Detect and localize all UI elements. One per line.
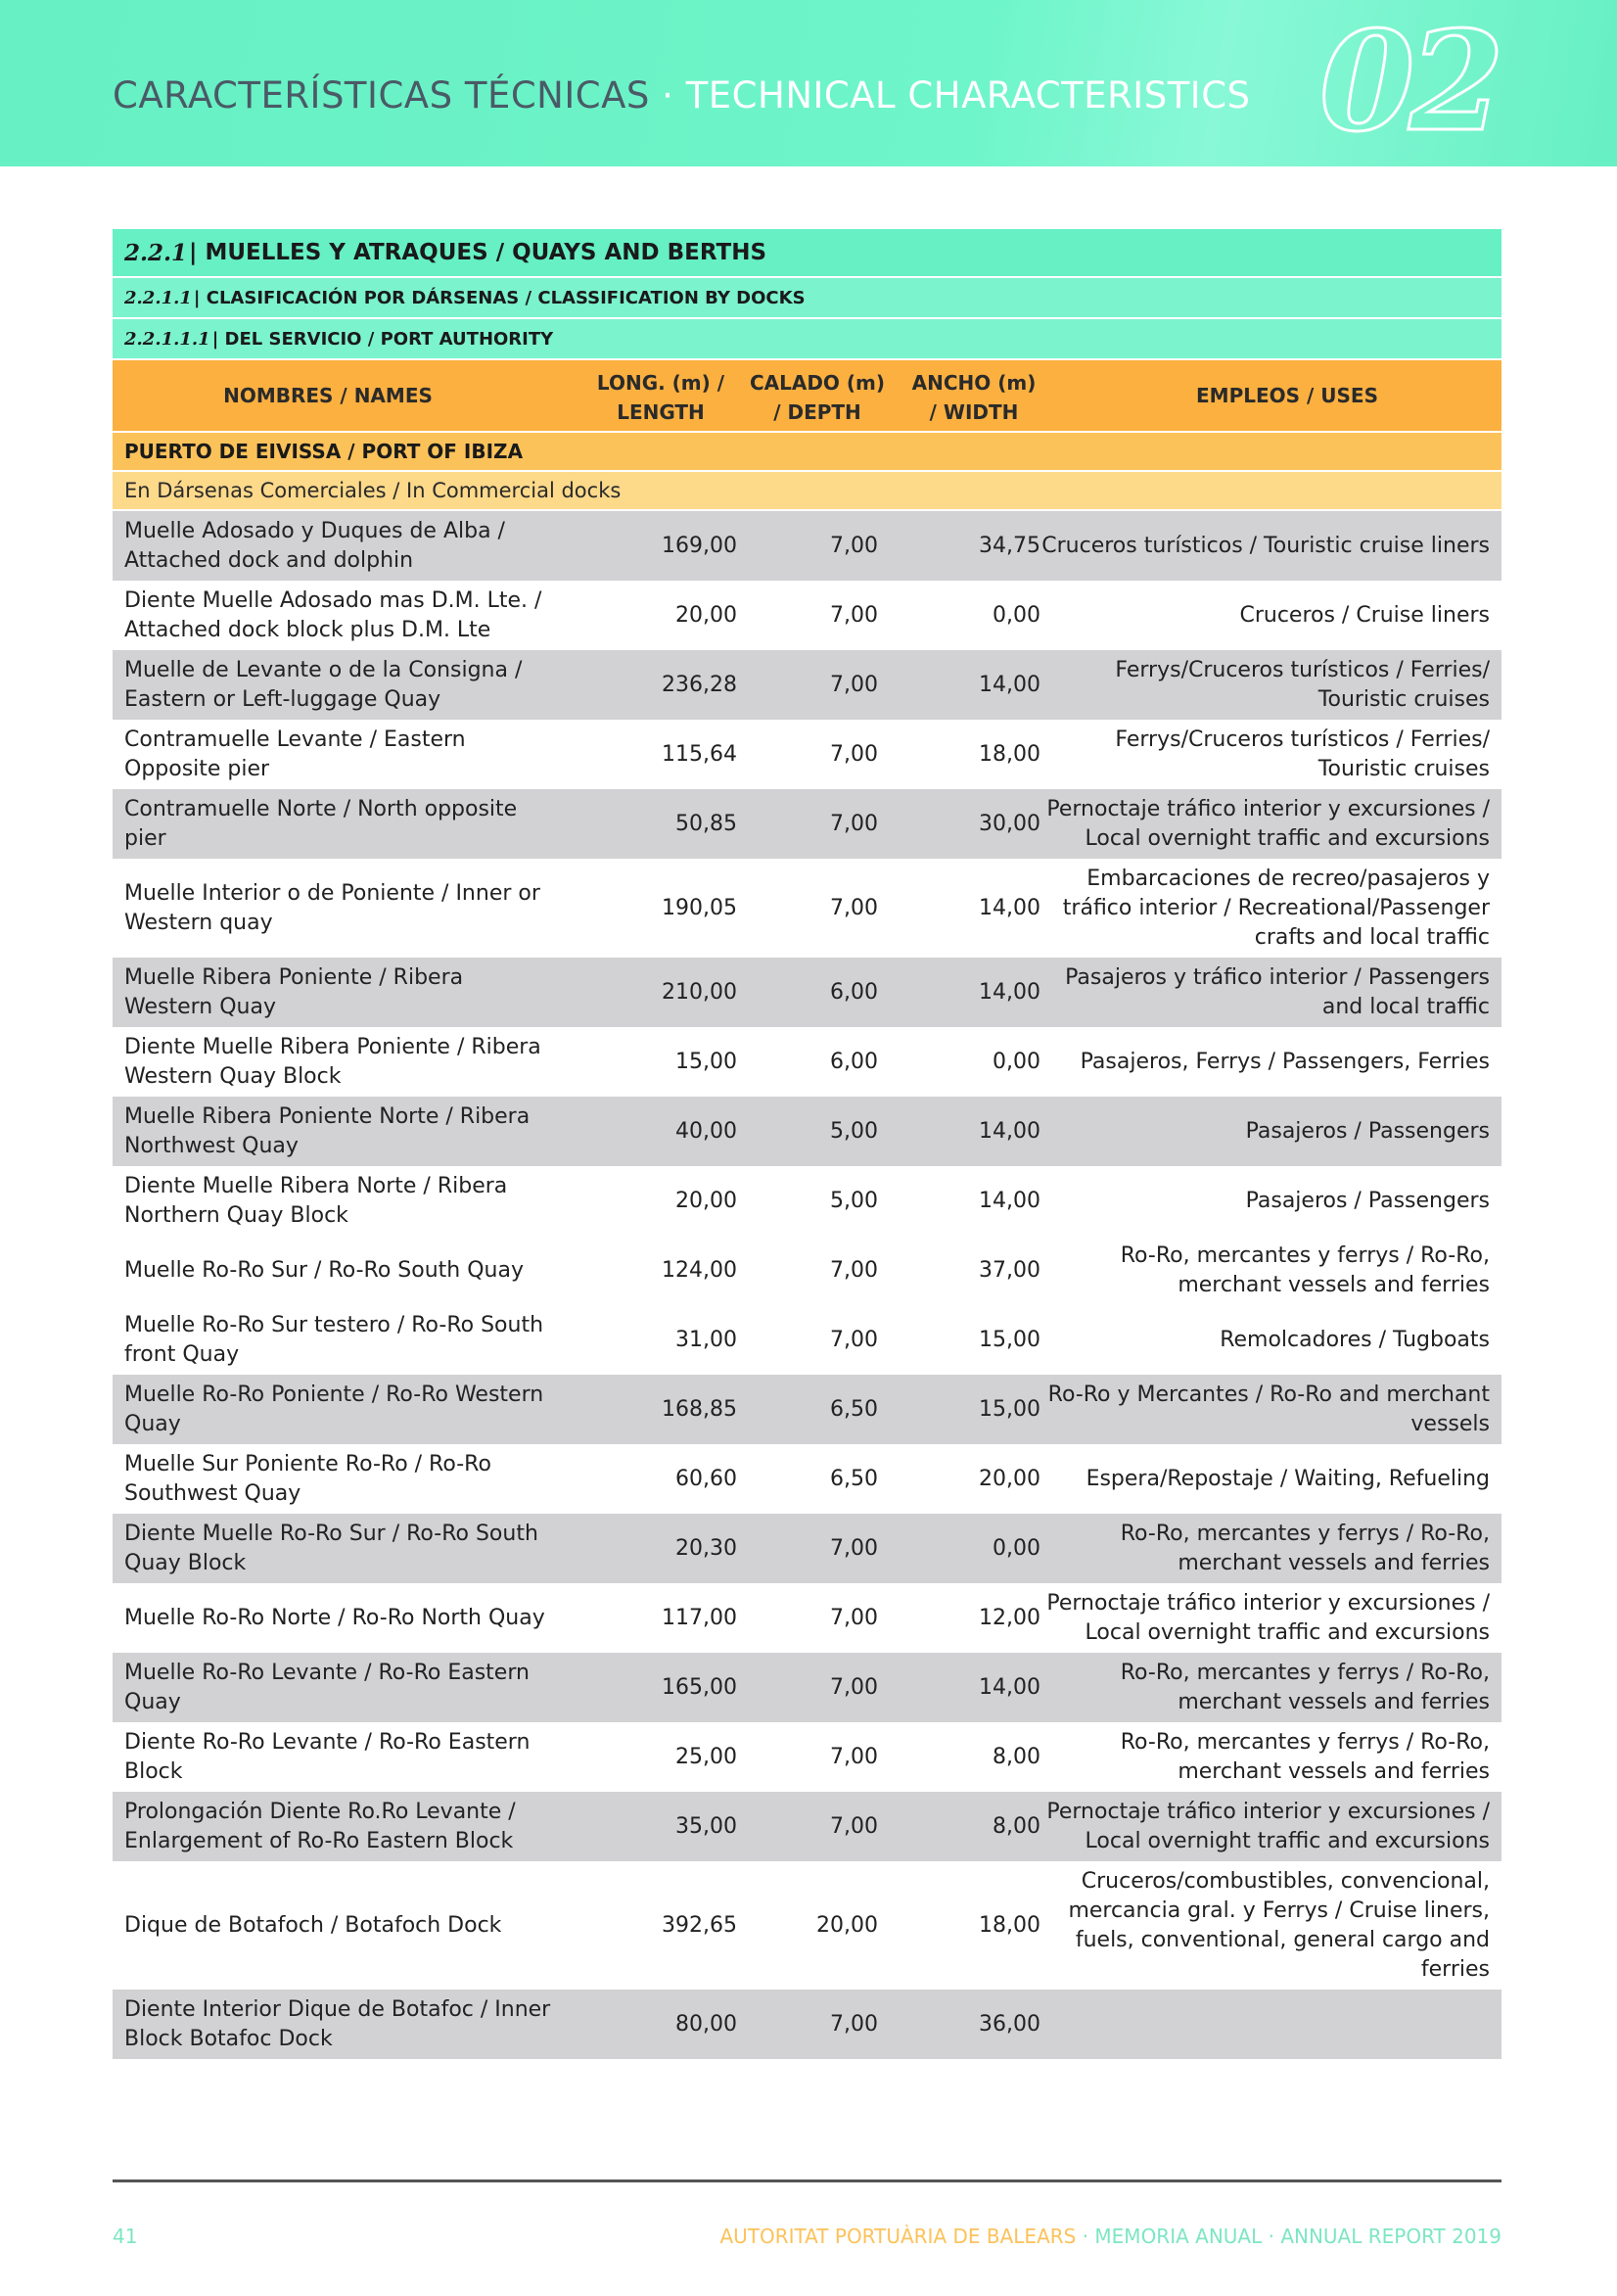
cell-depth: 5,00 [830,1118,878,1144]
cell-depth: 7,00 [830,1327,878,1352]
column-header-width: ANCHO (m) / WIDTH [911,371,1037,424]
cell-name: Dique de Botafoch / Botafoch Dock [124,1912,502,1938]
cell-uses: Pasajeros / Passengers [1245,1118,1490,1144]
section-heading-1 [113,229,1502,276]
cell-width: 8,00 [993,1744,1040,1769]
cell-name: Muelle Ro-Ro Sur / Ro-Ro South Quay [124,1257,524,1283]
cell-uses: Ro-Ro, mercantes y ferrys / Ro-Ro, merchant vessels and ferries [1120,1521,1490,1575]
cell-name: Diente Muelle Ribera Poniente / Ribera Western Quay Block [124,1034,541,1089]
cell-depth: 7,00 [830,1257,878,1283]
cell-width: 0,00 [993,1535,1040,1561]
cell-name: Prolongación Diente Ro.Ro Levante / Enlargement of Ro-Ro Eastern Block [124,1799,516,1853]
footer-divider [113,2179,1502,2182]
cell-uses: Ro-Ro, mercantes y ferrys / Ro-Ro, merchant vessels and ferries [1120,1729,1490,1784]
cell-uses: Pasajeros y tráfico interior / Passengers and local traffic [1065,964,1490,1019]
cell-length: 20,00 [675,1188,737,1213]
cell-width: 14,00 [979,1674,1040,1700]
cell-width: 15,00 [979,1396,1040,1422]
column-header-row [113,360,1502,431]
cell-name: Muelle Sur Poniente Ro-Ro / Ro-Ro Southwest Quay [124,1451,491,1506]
cell-depth: 7,00 [830,1744,878,1769]
cell-name: Diente Muelle Ribera Norte / Ribera Northern Quay Block [124,1173,508,1228]
table-row [113,1792,1502,1861]
dock-subheading: En Dársenas Comerciales / In Commercial docks [113,472,1502,509]
section-label: | CLASIFICACIÓN POR DÁRSENAS / CLASSIFICATION BY DOCKS [193,287,806,308]
column-header-depth: CALADO (m) / DEPTH [749,371,886,424]
title-spanish: CARACTERÍSTICAS TÉCNICAS [113,74,650,117]
table-row [113,650,1502,720]
cell-length: 168,85 [662,1396,737,1422]
cell-uses: Pernoctaje tráfico interior y excursiones / Local overnight traffic and excursions [1046,1799,1490,1853]
cell-length: 15,00 [675,1049,737,1074]
cell-width: 20,00 [979,1466,1040,1491]
cell-width: 12,00 [979,1605,1040,1630]
cell-name: Muelle Interior o de Poniente / Inner or Western quay [124,880,540,935]
cell-depth: 6,50 [830,1396,878,1422]
cell-width: 8,00 [993,1813,1040,1839]
cell-uses: Pernoctaje tráfico interior y excursiones / Local overnight traffic and excursions [1046,796,1490,851]
port-heading: PUERTO DE EIVISSA / PORT OF IBIZA [113,433,1502,470]
cell-depth: 5,00 [830,1188,878,1213]
column-header-uses: EMPLEOS / USES [1196,384,1378,407]
cell-width: 18,00 [979,1912,1040,1938]
cell-uses: Embarcaciones de recreo/pasajeros y tráfico interior / Recreational/Passenger crafts and local traffic [1062,866,1490,950]
cell-uses: Cruceros turísticos / Touristic cruise liners [1041,533,1490,558]
cell-length: 35,00 [675,1813,737,1839]
cell-width: 18,00 [979,741,1040,767]
column-header-length: LONG. (m) / LENGTH [596,371,725,424]
cell-width: 34,75 [979,533,1040,558]
cell-width: 30,00 [979,811,1040,836]
cell-length: 117,00 [662,1605,737,1630]
cell-uses: Cruceros / Cruise liners [1239,602,1490,628]
title-english: TECHNICAL CHARACTERISTICS [685,74,1251,117]
page-header [0,0,1617,166]
table-row [113,958,1502,1027]
column-header-name: NOMBRES / NAMES [223,384,433,407]
cell-depth: 6,50 [830,1466,878,1491]
section-heading-3 [113,319,1502,358]
table-row [113,720,1502,789]
cell-width: 0,00 [993,1049,1040,1074]
cell-length: 210,00 [662,979,737,1005]
cell-name: Muelle Ro-Ro Poniente / Ro-Ro Western Quay [124,1382,544,1436]
cell-depth: 7,00 [830,533,878,558]
cell-length: 60,60 [675,1466,737,1491]
table-row [113,1305,1502,1375]
cell-length: 50,85 [675,811,737,836]
cell-width: 14,00 [979,979,1040,1005]
table-row [113,1514,1502,1583]
table-row [113,511,1502,581]
cell-length: 20,00 [675,602,737,628]
cell-name: Muelle Adosado y Duques de Alba / Attached dock and dolphin [124,518,505,573]
cell-depth: 7,00 [830,741,878,767]
chapter-title [113,74,1251,117]
cell-depth: 6,00 [830,1049,878,1074]
cell-uses: Pasajeros / Passengers [1245,1188,1490,1213]
section-label: | DEL SERVICIO / PORT AUTHORITY [211,328,554,350]
cell-uses: Ferrys/Cruceros turísticos / Ferries/ Touristic cruises [1115,726,1490,781]
cell-width: 14,00 [979,895,1040,920]
cell-depth: 7,00 [830,1674,878,1700]
page-number: 41 [113,2225,138,2248]
cell-length: 115,64 [662,741,737,767]
cell-length: 20,30 [675,1535,737,1561]
table-row [113,1990,1502,2059]
cell-name: Muelle Ribera Poniente Norte / Ribera Northwest Quay [124,1103,531,1158]
table-row [113,581,1502,650]
table-row [113,789,1502,859]
cell-width: 14,00 [979,1118,1040,1144]
cell-length: 124,00 [662,1257,737,1283]
cell-length: 80,00 [675,2011,737,2037]
table-row [113,1375,1502,1444]
table-row [113,1583,1502,1653]
footer-text [719,2225,1502,2248]
cell-uses: Pernoctaje tráfico interior y excursiones / Local overnight traffic and excursions [1046,1590,1490,1645]
cell-name: Diente Interior Dique de Botafoc / Inner Block Botafoc Dock [124,1996,551,2051]
cell-length: 169,00 [662,533,737,558]
cell-name: Muelle Ro-Ro Norte / Ro-Ro North Quay [124,1605,545,1630]
cell-name: Diente Ro-Ro Levante / Ro-Ro Eastern Block [124,1729,531,1784]
cell-depth: 7,00 [830,811,878,836]
cell-length: 392,65 [662,1912,737,1938]
cell-name: Muelle Ro-Ro Sur testero / Ro-Ro South front Quay [124,1312,544,1367]
cell-depth: 6,00 [830,979,878,1005]
cell-depth: 7,00 [830,1535,878,1561]
cell-uses: Ro-Ro, mercantes y ferrys / Ro-Ro, merchant vessels and ferries [1120,1242,1490,1297]
cell-depth: 7,00 [830,895,878,920]
cell-uses: Pasajeros, Ferrys / Passengers, Ferries [1080,1049,1490,1074]
table-row [113,1861,1502,1990]
cell-depth: 7,00 [830,672,878,697]
cell-depth: 7,00 [830,2011,878,2037]
chapter-number: 02 [1319,2,1499,163]
footer-organization: AUTORITAT PORTUÀRIA DE BALEARS [719,2225,1077,2248]
cell-width: 37,00 [979,1257,1040,1283]
cell-depth: 20,00 [816,1912,878,1938]
section-heading-2 [113,278,1502,317]
cell-uses: Ferrys/Cruceros turísticos / Ferries/ Touristic cruises [1115,657,1490,712]
table-row [113,1166,1502,1236]
cell-width: 15,00 [979,1327,1040,1352]
cell-length: 236,28 [662,672,737,697]
cell-uses: Ro-Ro y Mercantes / Ro-Ro and merchant vessels [1047,1382,1490,1436]
section-number: 2.2.1.1.1 [124,328,210,350]
table-row [113,1097,1502,1166]
cell-width: 14,00 [979,1188,1040,1213]
cell-depth: 7,00 [830,602,878,628]
cell-name: Muelle Ro-Ro Levante / Ro-Ro Eastern Quay [124,1660,530,1714]
cell-name: Contramuelle Levante / Eastern Opposite pier [124,726,466,781]
cell-length: 165,00 [662,1674,737,1700]
table-row [113,1722,1502,1792]
cell-depth: 7,00 [830,1813,878,1839]
cell-uses: Espera/Repostaje / Waiting, Refueling [1086,1466,1490,1491]
cell-name: Diente Muelle Adosado mas D.M. Lte. / Attached dock block plus D.M. Lte [124,587,542,642]
table-body [113,511,1502,2059]
cell-length: 25,00 [675,1744,737,1769]
cell-length: 31,00 [675,1327,737,1352]
cell-length: 190,05 [662,895,737,920]
cell-name: Diente Muelle Ro-Ro Sur / Ro-Ro South Quay Block [124,1521,538,1575]
table-row [113,1444,1502,1514]
section-label: | MUELLES Y ATRAQUES / QUAYS AND BERTHS [189,240,767,265]
table-row [113,1236,1502,1305]
table-row [113,859,1502,958]
table-row [113,1653,1502,1722]
cell-width: 14,00 [979,672,1040,697]
cell-name: Contramuelle Norte / North opposite pier [124,796,518,851]
footer-report: · MEMORIA ANUAL · ANNUAL REPORT 2019 [1076,2225,1502,2248]
cell-uses: Cruceros/combustibles, convencional, mercancia gral. y Ferrys / Cruise liners, fuels, conventional, general cargo and ferries [1068,1868,1490,1982]
section-number: 2.2.1.1 [124,287,192,308]
cell-depth: 7,00 [830,1605,878,1630]
section-number: 2.2.1 [124,239,188,266]
cell-length: 40,00 [675,1118,737,1144]
title-separator: · [649,74,686,117]
cell-width: 0,00 [993,602,1040,628]
cell-name: Muelle Ribera Poniente / Ribera Western Quay [124,964,464,1019]
cell-uses: Remolcadores / Tugboats [1220,1327,1490,1352]
cell-uses: Ro-Ro, mercantes y ferrys / Ro-Ro, merchant vessels and ferries [1120,1660,1490,1714]
cell-width: 36,00 [979,2011,1040,2037]
table-row [113,1027,1502,1097]
cell-name: Muelle de Levante o de la Consigna / Eastern or Left-luggage Quay [124,657,523,712]
